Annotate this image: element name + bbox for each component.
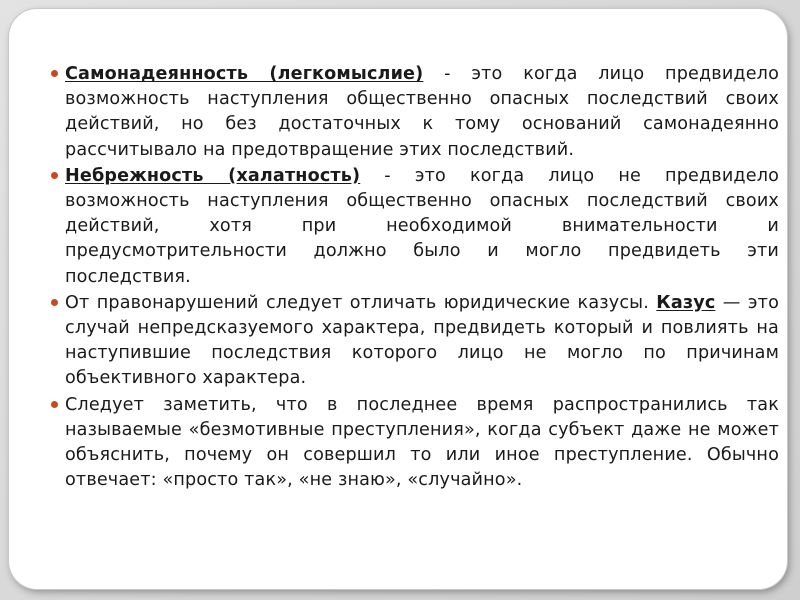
term-overconfidence: Самонадеянность (легкомыслие) [65,64,424,84]
definition-negligence: - это когда лицо не предвидело возможность наступления общественно опасных последствий своих действий, хотя при необходимой внимательности и предусмотрительности должно было и могло предвидеть эти последствия. [65,165,780,287]
slide-card [9,9,787,589]
list-item-motiveless-crimes [49,393,779,494]
list-item-negligence [49,164,779,290]
definition-casus: — это случай непредсказуемого характера, предвидеть который и повлиять на наступившие последствия которого лицо не могло по причинам объективного характера. [65,292,779,389]
term-casus: Казус [656,292,716,313]
slide-content [49,62,779,493]
definition-overconfidence: - это когда лицо предвидело возможность наступления общественно опасных последствий своих действий, но без достаточных к тому оснований самонадеянно рассчитывало на предотвращение этих последствий. [65,64,779,160]
list-item-overconfidence [49,62,779,163]
list-item-casus [49,291,779,392]
term-negligence: Небрежность (халатность) [65,165,361,186]
bullet-icon [51,172,58,179]
bullet-icon [51,299,58,306]
motiveless-crimes-text: Следует заметить, что в последнее время распространились так называемые «безмотивные преступления», когда субъект даже не может объяснить, почему он совершил то или иное преступление. Обычно отвечает: «просто так», «не знаю», «случайно». [65,394,779,491]
casus-intro: От правонарушений следует отличать юридические казусы. [65,292,657,313]
bullet-icon [51,401,58,408]
bullet-icon [51,70,58,77]
